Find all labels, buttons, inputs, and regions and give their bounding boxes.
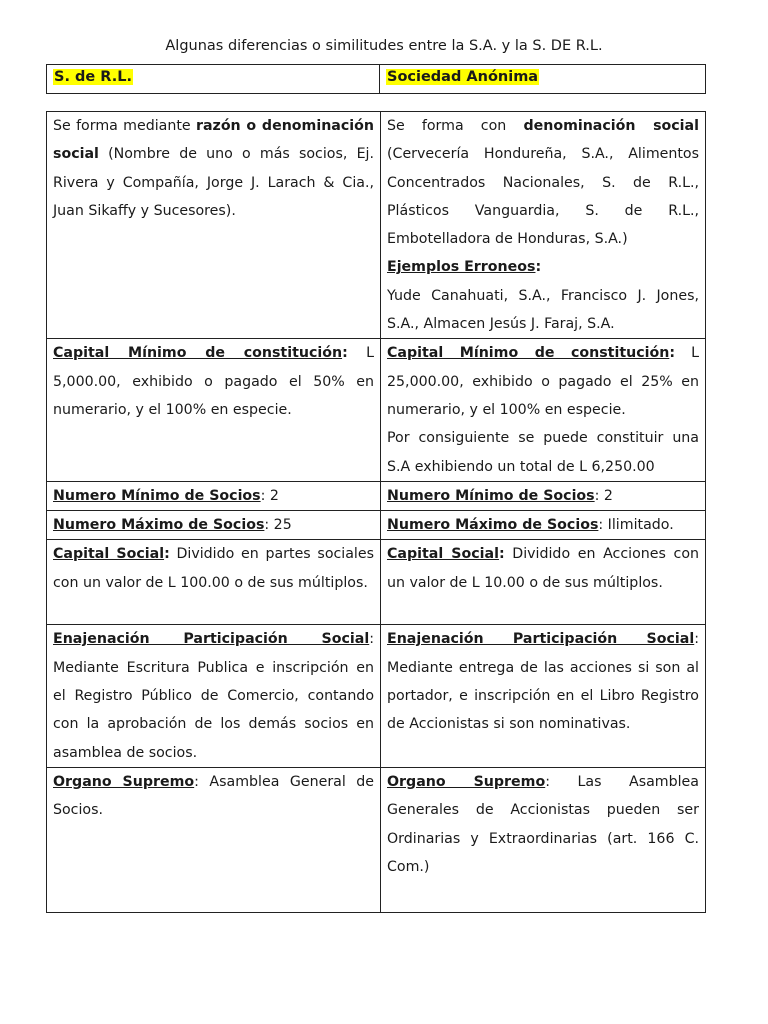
table-row-formation <box>47 112 706 339</box>
cell-label: Capital Social <box>387 546 499 563</box>
table-row-min-partners <box>47 481 706 510</box>
cell-text: : 25 <box>264 517 292 534</box>
cell-sa-min-partners <box>381 481 706 510</box>
cell-text: Yude Canahuati, S.A., Francisco J. Jones, S.A., Almacen Jesús J. Faraj, S.A. <box>387 287 699 333</box>
cell-srl-max-partners <box>47 511 381 540</box>
cell-text: Dividido en partes sociales con un valor de L 100.00 o de sus múltiplos. <box>53 546 374 591</box>
cell-label: Capital Social <box>53 546 165 563</box>
cell-label: Numero Mínimo de Socios <box>387 487 595 504</box>
cell-sa-max-partners <box>381 511 706 540</box>
comparison-table <box>46 111 706 913</box>
table-row-capital <box>47 540 706 625</box>
cell-text: L 25,000.00, exhibido o pagado el 25% en numerario, y el 100% en especie. <box>387 345 699 418</box>
cell-label: Capital Mínimo de constitución <box>387 345 670 362</box>
cell-bold-text: razón o denominación social <box>53 118 374 163</box>
cell-srl-capital <box>47 540 381 625</box>
cell-srl-supreme-body <box>47 767 381 912</box>
cell-text: : Ilimitado. <box>598 517 674 534</box>
cell-label: Numero Máximo de Socios <box>387 517 599 534</box>
header-sa-label: Sociedad Anónima <box>387 69 539 85</box>
cell-bold-text: denominación social <box>523 118 699 134</box>
cell-label: Numero Mínimo de Socios <box>53 487 261 504</box>
cell-colon: : <box>498 546 505 563</box>
cell-text: : 2 <box>260 487 279 504</box>
cell-text: L 5,000.00, exhibido o pagado el 50% en numerario, y el 100% en especie. <box>53 345 374 418</box>
cell-sa-supreme-body <box>381 767 706 912</box>
document-title: Algunas diferencias o similitudes entre la S.A. y la S. DE R.L. <box>165 38 603 54</box>
cell-sa-transfer <box>381 625 706 767</box>
cell-text: : Mediante entrega de las acciones si son al portador, e inscripción en el Libro Registro de Accionistas si son nominativas. <box>387 631 699 733</box>
cell-sub-label: Ejemplos Erroneos <box>387 259 536 276</box>
cell-text: Se forma con <box>387 118 524 134</box>
cell-label: Enajenación Participación Social <box>53 631 370 648</box>
table-row-transfer <box>47 625 706 767</box>
comparison-header <box>46 64 706 94</box>
cell-text: : Mediante Escritura Publica e inscripción en el Registro Público de Comercio, contando con la aprobación de los demás socios en asamblea de socios. <box>53 631 374 761</box>
cell-colon: : <box>535 259 542 276</box>
cell-srl-transfer <box>47 625 381 767</box>
header-sa <box>380 65 705 93</box>
table-row-max-partners <box>47 511 706 540</box>
cell-text: Por consiguiente se puede constituir una S.A exhibiendo un total de L 6,250.00 <box>387 430 699 475</box>
cell-text: : Las Asamblea Generales de Accionistas pueden ser Ordinarias y Extraordinarias (art. 166 C. Com.) <box>387 773 699 875</box>
cell-sa-capital <box>381 540 706 625</box>
cell-srl-min-capital <box>47 339 381 481</box>
header-srl <box>47 65 380 93</box>
cell-text: : Asamblea General de Socios. <box>53 773 375 819</box>
cell-label: Organo Supremo <box>387 773 546 790</box>
cell-label: Capital Mínimo de constitución <box>53 345 343 362</box>
cell-label: Organo Supremo <box>53 773 195 790</box>
table-row-min-capital <box>47 339 706 481</box>
cell-label: Enajenación Participación Social <box>387 631 695 648</box>
cell-srl-min-partners <box>47 481 381 510</box>
cell-colon: : <box>669 345 676 362</box>
table-row-supreme-body <box>47 767 706 912</box>
header-srl-label: S. de R.L. <box>54 69 132 85</box>
cell-sa-min-capital <box>381 339 706 481</box>
cell-text: (Cervecería Hondureña, S.A., Alimentos Concentrados Nacionales, S. de R.L., Plásticos Vanguardia, S. de R.L., Embotelladora de Honduras, S.A.) <box>387 146 699 248</box>
cell-text: Se forma mediante <box>53 118 196 134</box>
cell-label: Numero Máximo de Socios <box>53 517 265 534</box>
cell-colon: : <box>164 546 170 563</box>
cell-sa-formation <box>381 112 706 339</box>
cell-srl-formation <box>47 112 381 339</box>
cell-colon: : <box>342 345 348 362</box>
cell-text: : 2 <box>594 487 613 504</box>
cell-text: Dividido en Acciones con un valor de L 10.00 o de sus múltiplos. <box>387 546 699 591</box>
cell-text: (Nombre de uno o más socios, Ej. Rivera y Compañía, Jorge J. Larach & Cia., Juan Sikaffy y Sucesores). <box>53 146 374 219</box>
